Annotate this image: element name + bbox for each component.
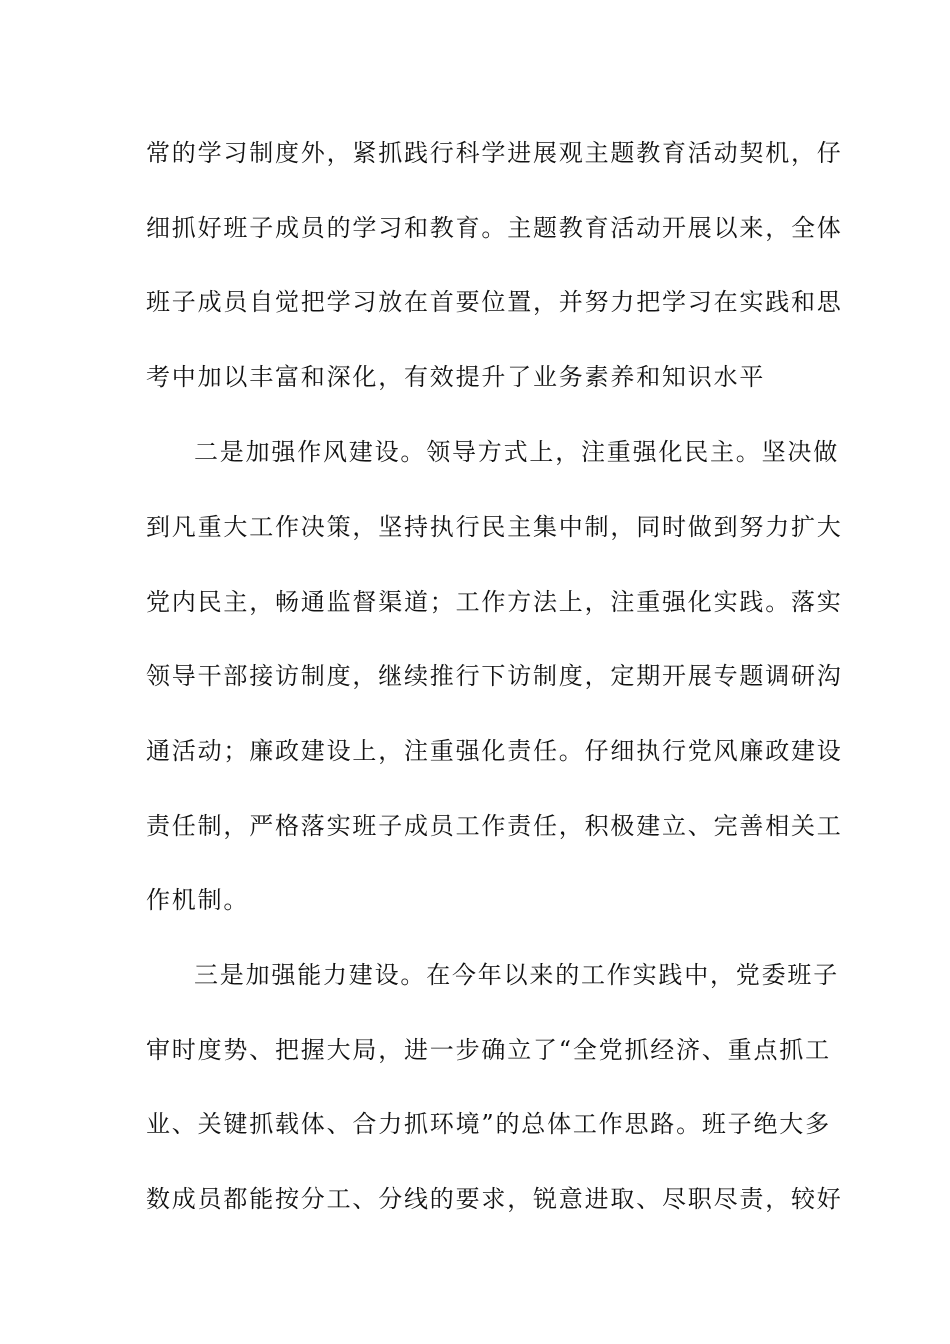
text-line: 班子成员自觉把学习放在首要位置，并努力把学习在实践和思 <box>146 288 843 316</box>
text-line: 责任制，严格落实班子成员工作责任，积极建立、完善相关工 <box>146 812 843 840</box>
text-line: 常的学习制度外，紧抓践行科学进展观主题教育活动契机，仔 <box>146 139 843 167</box>
text-line: 业、关键抓载体、合力抓环境”的总体工作思路。班子绝大多 <box>146 1110 831 1138</box>
text-line: 细抓好班子成员的学习和教育。主题教育活动开展以来，全体 <box>146 214 843 242</box>
text-line: 党内民主，畅通监督渠道；工作方法上，注重强化实践。落实 <box>146 588 843 616</box>
text-line: 数成员都能按分工、分线的要求，锐意进取、尽职尽责，较好 <box>146 1185 843 1213</box>
text-line: 通活动；廉政建设上，注重强化责任。仔细执行党风廉政建设 <box>146 737 843 765</box>
text-line: 三是加强能力建设。在今年以来的工作实践中，党委班子 <box>194 961 839 989</box>
text-line: 领导干部接访制度，继续推行下访制度，定期开展专题调研沟 <box>146 662 843 690</box>
text-line: 到凡重大工作决策，坚持执行民主集中制，同时做到努力扩大 <box>146 513 843 541</box>
text-line: 考中加以丰富和深化，有效提升了业务素养和知识水平 <box>146 363 766 391</box>
text-line: 审时度势、把握大局，进一步确立了“全党抓经济、重点抓工 <box>146 1036 831 1064</box>
text-line: 作机制。 <box>146 886 250 914</box>
text-line: 二是加强作风建设。领导方式上，注重强化民主。坚决做 <box>194 438 839 466</box>
